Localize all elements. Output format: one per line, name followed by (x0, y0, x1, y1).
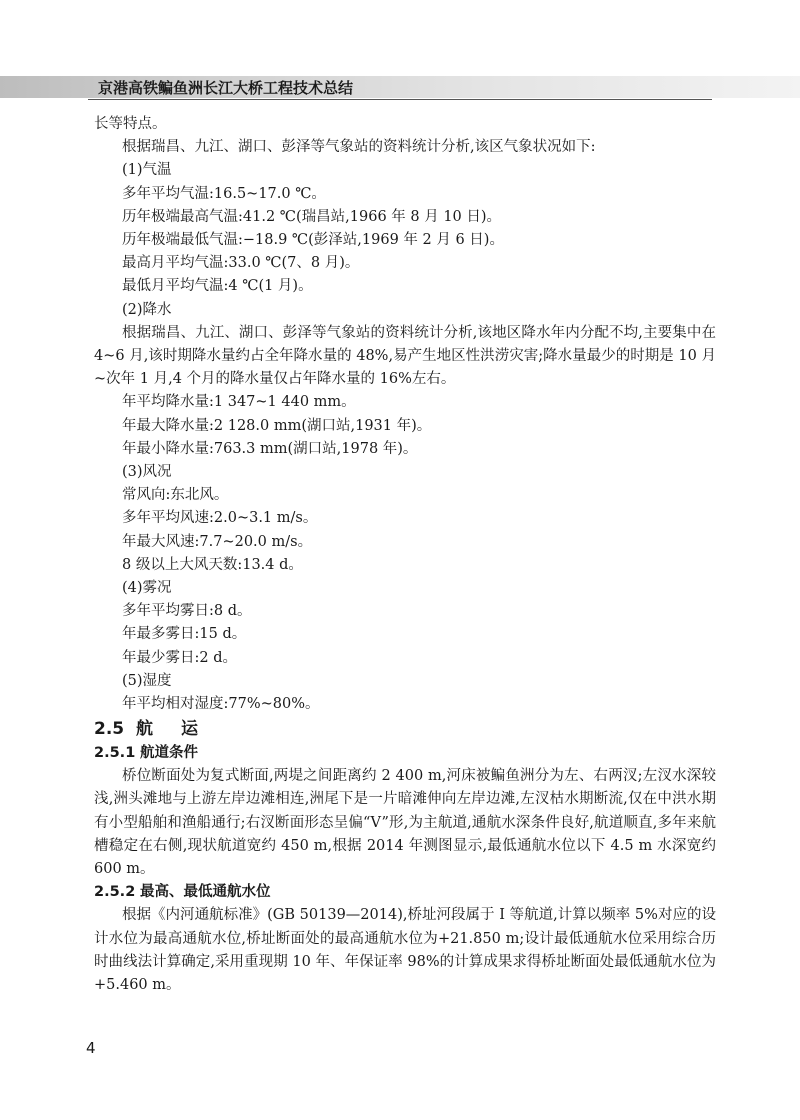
fog-heading: (4)雾况 (122, 580, 172, 597)
wind-line: 年最大风速:7.7~20.0 m/s。 (122, 533, 313, 550)
humidity-line: 年平均相对湿度:77%~80%。 (122, 696, 320, 713)
water-level-paragraph: 根据《内河通航标准》(GB 50139—2014),桥址河段属于 Ⅰ 等航道,计算以频率 5%对应的设计水位为最高通航水位,桥址断面处的最高通航水位为+21.850 m;设计最低通航水位采用综合历时曲线法计算确定,采用重现期 10 年、年保证率 98%的计算成果求得桥址断面处最低通航水位为+5.460 m。 (94, 907, 716, 993)
fog-line: 年最少雾日:2 d。 (122, 649, 238, 666)
precipitation-paragraph: 根据瑞昌、九江、湖口、彭泽等气象站的资料统计分析,该地区降水年内分配不均,主要集中在 4~6 月,该时期降水量约占全年降水量的 48%,易产生地区性洪涝灾害;降水量最少的时期是 10 月~次年 1 月,4 个月的降水量仅占年降水量的 16%左右。 (94, 324, 716, 388)
temperature-line: 历年极端最高气温:41.2 ℃(瑞昌站,1966 年 8 月 10 日)。 (122, 208, 502, 225)
subsection-number: 2.5.2 (94, 884, 136, 901)
page-number: 4 (86, 1039, 96, 1057)
humidity-heading: (5)湿度 (122, 672, 172, 689)
fog-line: 多年平均雾日:8 d。 (122, 603, 252, 620)
wind-heading: (3)风况 (122, 464, 172, 481)
temperature-line: 多年平均气温:16.5~17.0 ℃。 (122, 185, 326, 202)
precipitation-heading: (2)降水 (122, 301, 172, 318)
subsection-title: 最高、最低通航水位 (140, 884, 271, 901)
header-divider (88, 99, 712, 100)
paragraph-intro: 根据瑞昌、九江、湖口、彭泽等气象站的资料统计分析,该区气象状况如下: (122, 139, 596, 156)
paragraph-continuation: 长等特点。 (94, 116, 167, 132)
temperature-line: 最高月平均气温:33.0 ℃(7、8 月)。 (122, 255, 360, 272)
wind-line: 多年平均风速:2.0~3.1 m/s。 (122, 510, 318, 527)
channel-paragraph: 桥位断面处为复式断面,两堤之间距离约 2 400 m,河床被鳊鱼洲分为左、右两汊;左汊水深较浅,洲头滩地与上游左岸边滩相连,洲尾下是一片暗滩伸向左岸边滩,左汊枯水期断流,仅在中洪水期有小型船舶和渔船通行;右汊断面形态呈偏“V”形,为主航道,通航水深条件良好,航道顺直,多年来航槽稳定在右侧,现状航道宽约 450 m,根据 2014 年测图显示,最低通航水位以下 4.5 m 水深宽约 600 m。 (94, 768, 716, 878)
page-body (94, 113, 716, 997)
precipitation-line: 年平均降水量:1 347~1 440 mm。 (122, 394, 356, 411)
temperature-heading: (1)气温 (122, 162, 172, 179)
section-title: 航运 (136, 719, 226, 740)
subsection-heading (94, 742, 716, 765)
precipitation-line: 年最大降水量:2 128.0 mm(湖口站,1931 年)。 (122, 417, 432, 434)
precipitation-line: 年最小降水量:763.3 mm(湖口站,1978 年)。 (122, 440, 418, 457)
fog-line: 年最多雾日:15 d。 (122, 626, 247, 643)
subsection-heading (94, 881, 716, 904)
wind-line: 常风向:东北风。 (122, 487, 229, 504)
section-number: 2.5 (94, 719, 125, 740)
temperature-line: 最低月平均气温:4 ℃(1 月)。 (122, 278, 313, 295)
running-header-title: 京港高铁鳊鱼洲长江大桥工程技术总结 (98, 79, 354, 97)
section-heading (94, 716, 716, 742)
wind-line: 8 级以上大风天数:13.4 d。 (122, 556, 303, 573)
temperature-line: 历年极端最低气温:−18.9 ℃(彭泽站,1969 年 2 月 6 日)。 (122, 232, 504, 249)
subsection-title: 航道条件 (140, 745, 198, 762)
subsection-number: 2.5.1 (94, 745, 136, 762)
